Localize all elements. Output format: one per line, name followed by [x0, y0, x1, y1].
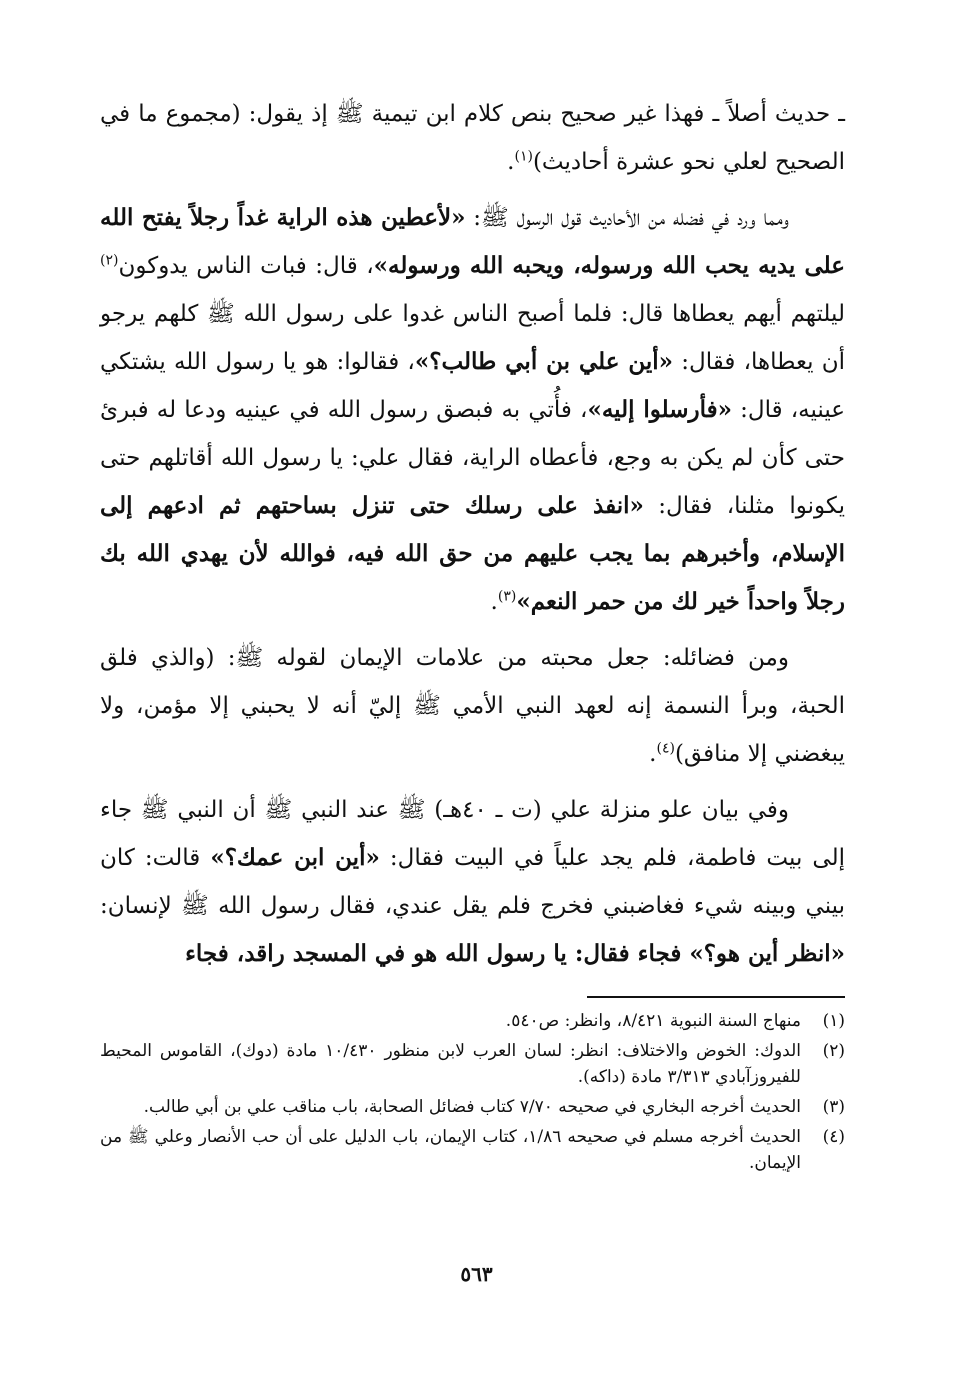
p2-hadith-quote-3: «فأرسلوا إليه»	[587, 396, 732, 423]
p3-text-2: .	[649, 741, 657, 767]
footnote-text: الدوك: الخوض والاختلاف: انظر: لسان العرب لابن منظور ١٠/٤٣٠ مادة (دوك)، القاموس المحيط للفيروزآبادي ٣/٣١٣ مادة (داكه).	[100, 1041, 801, 1087]
footnotes	[100, 1008, 845, 1176]
footnote-ref-2: (٢)	[100, 252, 119, 269]
footnote-number: (٤)	[822, 1127, 845, 1147]
footnote-number: (١)	[822, 1011, 845, 1031]
p1-text-2: .	[507, 149, 515, 175]
footnote-3	[100, 1094, 845, 1120]
paragraph-3	[100, 634, 845, 778]
footnote-2	[100, 1038, 845, 1090]
footnote-number: (٢)	[822, 1041, 845, 1061]
footnote-ref-3: (٣)	[497, 588, 517, 605]
p4-hadith-quote-2: «انظر أين هو؟» فجاء فقال: يا رسول الله هو في المسجد راقد، فجاء	[185, 940, 845, 967]
main-text	[100, 90, 845, 978]
paragraph-2	[100, 194, 845, 626]
footnote-ref-1: (١)	[514, 148, 533, 165]
p3-text-1: ومن فضائله: جعل محبته من علامات الإيمان لقوله ﷺ: (والذي فلق الحبة، وبرأ النسمة إنه لعهد النبي الأمي ﷺ إليّ أنه لا يحبني إلا مؤمن، ولا يبغضني إلا منافق)	[100, 645, 845, 767]
page-number: ٥٦٣	[460, 1262, 493, 1286]
footnote-4	[100, 1124, 845, 1176]
footnote-number: (٣)	[822, 1097, 845, 1117]
paragraph-4	[100, 786, 845, 978]
p4-text-1: وفي بيان علو منزلة علي (ت ـ ٤٠هـ) ﷺ عند النبي ﷺ أن النبي ﷺ جاء إلى بيت فاطمة، فلم يجد علياً في البيت فقال:	[100, 797, 845, 871]
footnote-separator	[587, 996, 845, 998]
p1-text-1: ـ حديث أصلاً ـ فهذا غير صحيح بنص كلام ابن تيمية ﷺ إذ يقول: (مجموع ما في الصحيح لعلي نحو عشرة أحاديث)	[100, 101, 845, 175]
p2-text-4: ، فقالوا: هو يا رسول الله يشتكي عينيه، قال:	[100, 349, 845, 423]
p2-text-3: ليلتهم أيهم يعطاها قال: فلما أصبح الناس غدوا على رسول الله ﷺ كلهم يرجو أن يعطاها، فقال:	[100, 301, 846, 375]
p2-text-1: ومما ورد في فضله من الأحاديث قول الرسول ﷺ:	[465, 205, 789, 231]
p2-hadith-quote-4: «انفذ على رسلك حتى تنزل بساحتهم ثم ادعهم إلى الإسلام، وأخبرهم بما يجب عليهم من حق الله فيه، فوالله لأن يهدي الله بك رجلاً واحداً خير لك من حمر النعم»	[100, 492, 845, 615]
paragraph-1	[100, 90, 845, 186]
p2-text-6: .	[490, 589, 498, 615]
p2-text-5: ، فأُتي به فبصق رسول الله في عينيه ودعا له فبرئ حتى كأن لم يكن به وجع، فأعطاه الراية، فقال علي: يا رسول الله أقاتلهم حتى يكونوا مثلنا، فقال:	[100, 397, 845, 519]
footnote-ref-4: (٤)	[656, 740, 675, 757]
p2-hadith-quote-1: «لأعطين هذه الراية غداً رجلاً يفتح الله على يديه يحب الله ورسوله، ويحبه الله ورسوله»	[100, 204, 846, 279]
p2-text-2: ، قال: فبات الناس يدوكون	[118, 253, 374, 279]
p2-hadith-quote-2: «أين علي بن أبي طالب؟»	[414, 348, 674, 375]
footnote-text: الحديث أخرجه مسلم في صحيحه ١/٨٦، كتاب الإيمان، باب الدليل على أن حب الأنصار وعلي ﷺ من الإيمان.	[100, 1127, 801, 1173]
footnote-1	[100, 1008, 845, 1034]
p4-text-2: قالت: كان بيني وبينه شيء فغاضبني فخرج فلم يقل عندي، فقال رسول الله ﷺ لإنسان:	[100, 845, 845, 919]
footnote-text: منهاج السنة النبوية ٨/٤٢١، وانظر: ص٥٤٠.	[505, 1011, 801, 1031]
p4-hadith-quote-1: «أين ابن عمك؟»	[210, 844, 380, 871]
footnote-text: الحديث أخرجه البخاري في صحيحه ٧/٧٠ كتاب فضائل الصحابة، باب مناقب علي بن أبي طالب.	[143, 1097, 801, 1117]
